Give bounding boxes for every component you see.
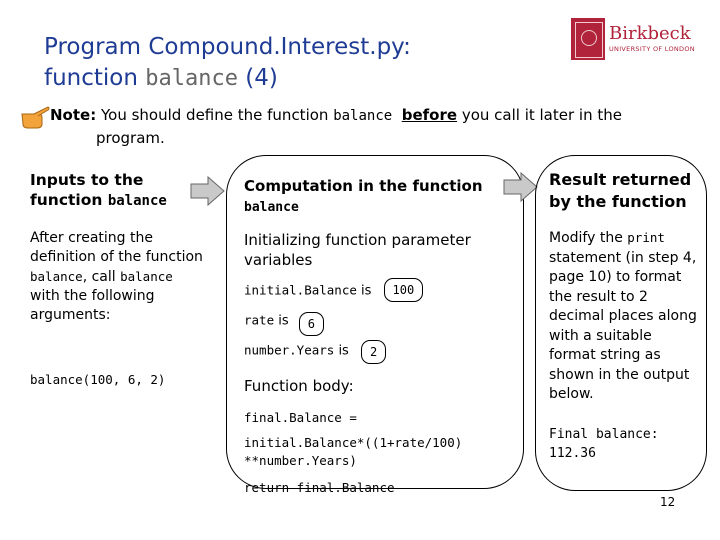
param1-value: 100 bbox=[384, 278, 424, 302]
inputs-heading bbox=[30, 170, 205, 211]
result-output-1: Final balance: bbox=[549, 426, 659, 442]
code-line-1: final.Balance = bbox=[244, 410, 357, 425]
computation-column bbox=[244, 176, 514, 498]
pointing-hand-icon bbox=[20, 104, 50, 130]
param-row-2 bbox=[244, 308, 514, 332]
page-number: 12 bbox=[660, 495, 676, 509]
birkbeck-logo bbox=[571, 17, 695, 61]
result-text-2: statement (in step 4, page 10) to format the result to 2 decimal places along with a suitable format string as shown in the output below. bbox=[549, 249, 697, 402]
result-description bbox=[549, 228, 699, 405]
title-prefix: function bbox=[44, 65, 146, 91]
title-suffix: (4) bbox=[237, 65, 278, 91]
crest-icon bbox=[571, 18, 605, 60]
note-emphasis: before bbox=[401, 106, 458, 124]
inputs-text-1: After creating the definition of the function bbox=[30, 230, 203, 265]
code-line-2b: **number.Years) bbox=[244, 453, 357, 468]
inputs-code-1: balance bbox=[30, 269, 83, 284]
param2-value: 6 bbox=[299, 312, 324, 336]
note-text-2: you call it later in the bbox=[457, 106, 622, 124]
logo-name: Birkbeck bbox=[609, 23, 691, 44]
logo-subtitle: UNIVERSITY OF LONDON bbox=[609, 45, 695, 53]
result-code: print bbox=[627, 230, 665, 245]
computation-heading: Computation in the function bbox=[244, 177, 483, 195]
note bbox=[50, 104, 700, 149]
param3-value: 2 bbox=[361, 340, 386, 364]
param1-is: is bbox=[356, 283, 376, 299]
note-text-1: You should define the function bbox=[96, 106, 334, 124]
init-label: Initializing function parameter variables bbox=[244, 231, 471, 269]
inputs-text-3: with the following arguments: bbox=[30, 288, 155, 323]
result-output-2: 112.36 bbox=[549, 445, 596, 461]
inputs-column bbox=[30, 170, 205, 389]
title-line-1: Program Compound.Interest.py: bbox=[44, 34, 411, 60]
param2-is: is bbox=[274, 313, 293, 329]
title-code: balance bbox=[145, 66, 238, 91]
right-arrow-icon bbox=[190, 176, 226, 206]
result-heading: Result returned by the function bbox=[549, 170, 692, 211]
inputs-text-2: , call bbox=[82, 269, 121, 285]
note-text-3: program. bbox=[96, 129, 165, 147]
body-label: Function body: bbox=[244, 377, 354, 395]
right-arrow-icon bbox=[503, 172, 539, 202]
note-label: Note: bbox=[50, 106, 97, 124]
inputs-code-2: balance bbox=[120, 269, 173, 284]
result-column bbox=[549, 169, 699, 463]
param2-name: rate bbox=[244, 312, 275, 328]
title-line-2 bbox=[44, 63, 514, 94]
note-code: balance bbox=[333, 108, 393, 124]
slide-title bbox=[44, 32, 514, 94]
param1-name: initial.Balance bbox=[244, 282, 357, 298]
result-text-1: Modify the bbox=[549, 230, 628, 246]
code-line-3: return final.Balance bbox=[244, 480, 395, 495]
computation-heading-code: balance bbox=[244, 200, 299, 215]
inputs-heading-text: Inputs to the function bbox=[30, 171, 144, 209]
param-row-1 bbox=[244, 278, 514, 302]
inputs-heading-code: balance bbox=[107, 193, 167, 209]
code-line-2a: initial.Balance*((1+rate/100) bbox=[244, 435, 463, 450]
param3-name: number.Years bbox=[244, 342, 335, 358]
param-row-3 bbox=[244, 338, 514, 362]
function-call: balance(100, 6, 2) bbox=[30, 372, 166, 387]
param3-is: is bbox=[334, 343, 353, 359]
inputs-description bbox=[30, 229, 205, 325]
